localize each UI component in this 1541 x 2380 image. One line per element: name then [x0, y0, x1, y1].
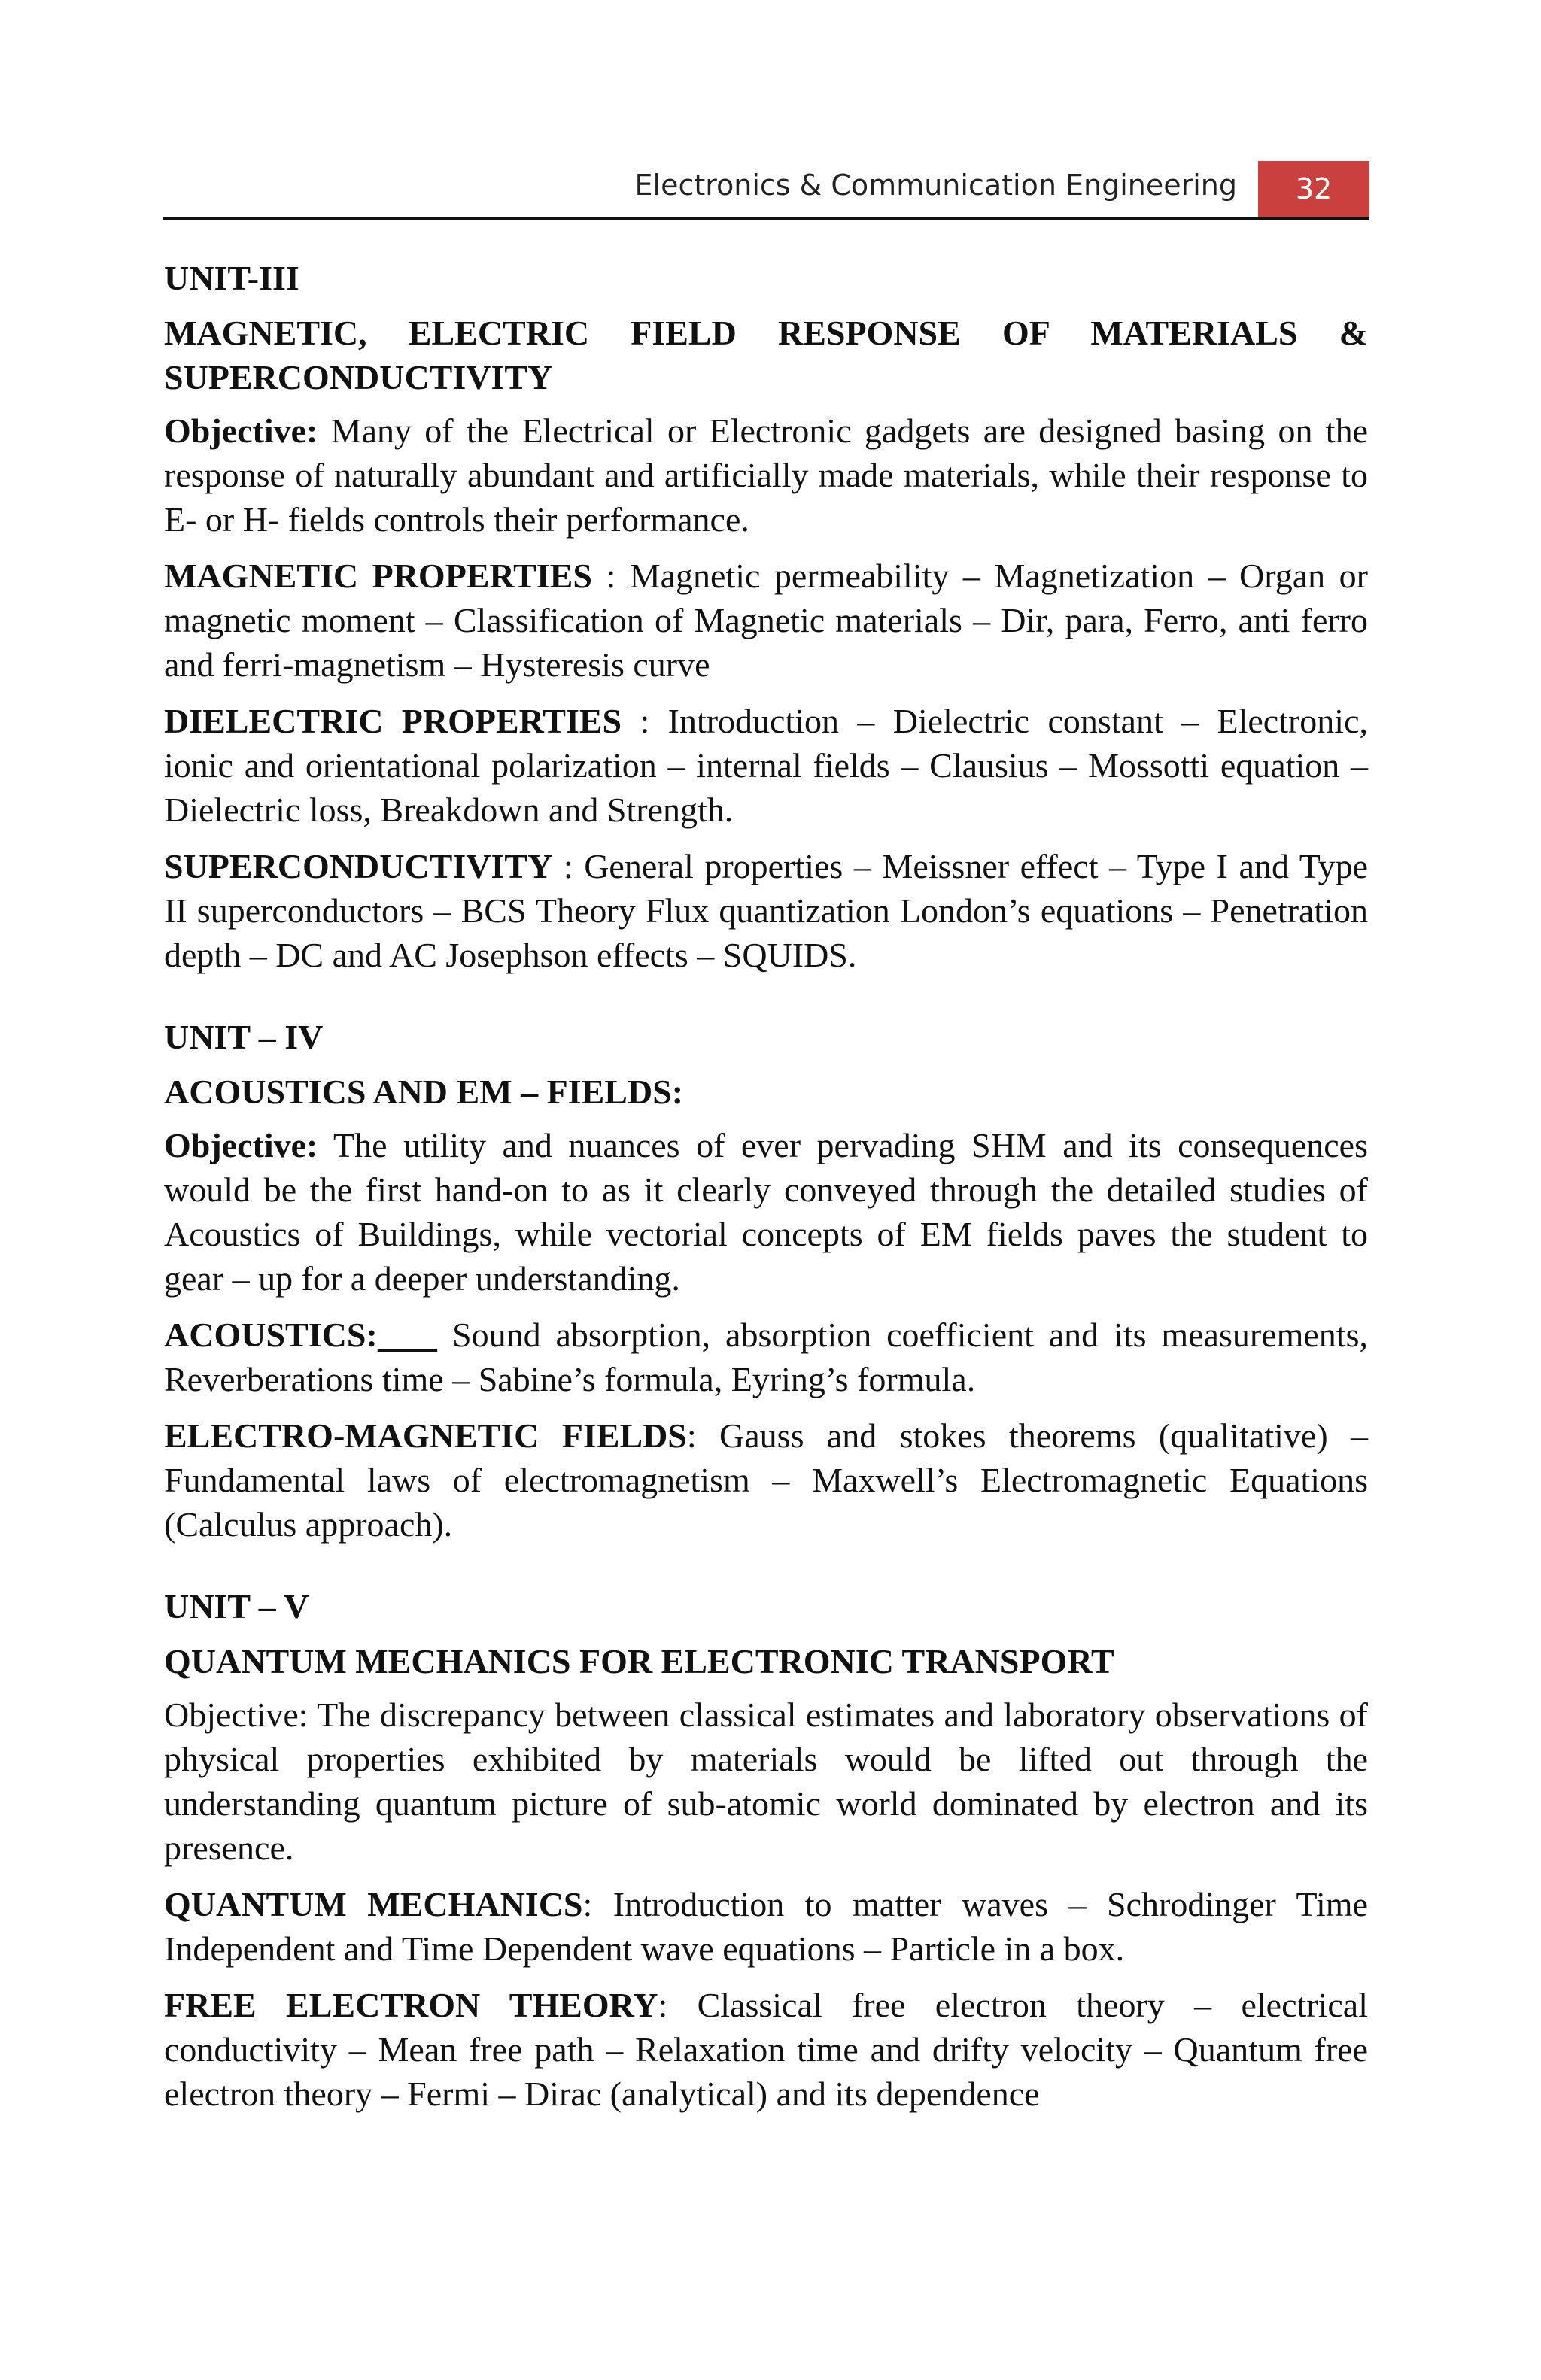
electro-magnetic-fields-text: : Gauss and stokes theorems (qualitative) – Fundamental laws of electromagnetism – Maxwell’s Electromagnetic Equations (Calculus approach). — [164, 1416, 1368, 1544]
unit-3-objective — [164, 408, 1368, 542]
magnetic-properties — [164, 554, 1368, 687]
magnetic-properties-label: MAGNETIC PROPERTIES — [164, 557, 592, 595]
magnetic-properties-text: : Magnetic permeability – Magnetization – Organ or magnetic moment – Classification of Magnetic materials – Dir, para, Ferro, anti ferro and ferri-magnetism – Hysteresis curve — [164, 557, 1368, 684]
quantum-mechanics — [164, 1882, 1368, 1971]
free-electron-theory-text: : Classical free electron theory – electrical conductivity – Mean free path – Relaxation time and drifty velocity – Quantum free electron theory – Fermi – Dirac (analytical) and its dependence — [164, 1986, 1369, 2113]
free-electron-theory-label: FREE ELECTRON THEORY — [164, 1986, 658, 2024]
header-rule — [163, 217, 1369, 220]
objective-label: Objective: — [164, 411, 318, 450]
unit-5-objective: Objective: The discrepancy between classical estimates and laboratory observations of physical properties exhibited by materials would be lifted out through the understanding quantum picture of sub-atomic world dominated by electron and its presence. — [164, 1695, 1368, 1867]
superconductivity — [164, 844, 1368, 977]
superconductivity-text: : General properties – Meissner effect – Type I and Type II superconductors – BCS Theory Flux quantization London’s equations – Penetration depth – DC and AC Josephson effects – SQUIDS. — [164, 847, 1368, 974]
acoustics — [164, 1313, 1368, 1401]
free-electron-theory — [164, 1983, 1368, 2116]
quantum-mechanics-text: : Introduction to matter waves – Schrodinger Time Independent and Time Dependent wave equations – Particle in a box. — [164, 1885, 1368, 1968]
unit-3-heading: MAGNETIC, ELECTRIC FIELD RESPONSE OF MATERIALS & SUPERCONDUCTIVITY — [164, 314, 1368, 396]
dielectric-properties-label: DIELECTRIC PROPERTIES — [164, 702, 622, 740]
objective-label: Objective: — [164, 1126, 318, 1164]
page-content — [164, 256, 1368, 2128]
acoustics-underline — [378, 1316, 437, 1354]
unit-4-objective — [164, 1123, 1368, 1301]
objective-text: The utility and nuances of ever pervading SHM and its consequences would be the first hand-on to as it clearly conveyed through the detailed studies of Acoustics of Buildings, while vectorial concepts of EM fields paves the student to gear – up for a deeper understanding. — [164, 1126, 1368, 1298]
objective-text: Many of the Electrical or Electronic gadgets are designed basing on the response of naturally abundant and artificially made materials, while their response to E- or H- fields controls their performance. — [164, 411, 1368, 539]
page-number: 32 — [1258, 161, 1369, 217]
acoustics-label: ACOUSTICS: — [164, 1316, 378, 1354]
unit-4-heading: ACOUSTICS AND EM – FIELDS: — [164, 1073, 684, 1111]
header-title: Electronics & Communication Engineering — [634, 168, 1237, 202]
unit-5-heading: QUANTUM MECHANICS FOR ELECTRONIC TRANSPORT — [164, 1642, 1114, 1680]
dielectric-properties-text: : Introduction – Dielectric constant – Electronic, ionic and orientational polarization – internal fields – Clausius – Mossotti equation – Dielectric loss, Breakdown and Strength. — [164, 702, 1368, 829]
page-header — [163, 161, 1369, 220]
superconductivity-label: SUPERCONDUCTIVITY — [164, 847, 553, 885]
acoustics-text: Sound absorption, absorption coefficient and its measurements, Reverberations time – Sabine’s formula, Eyring’s formula. — [164, 1316, 1368, 1398]
dielectric-properties — [164, 699, 1368, 832]
unit-3-title: UNIT-III — [164, 259, 299, 297]
electro-magnetic-fields-label: ELECTRO-MAGNETIC FIELDS — [164, 1416, 687, 1455]
electro-magnetic-fields — [164, 1413, 1368, 1547]
quantum-mechanics-label: QUANTUM MECHANICS — [164, 1885, 583, 1923]
unit-4-title: UNIT – IV — [164, 1018, 324, 1056]
unit-5-title: UNIT – V — [164, 1587, 309, 1626]
